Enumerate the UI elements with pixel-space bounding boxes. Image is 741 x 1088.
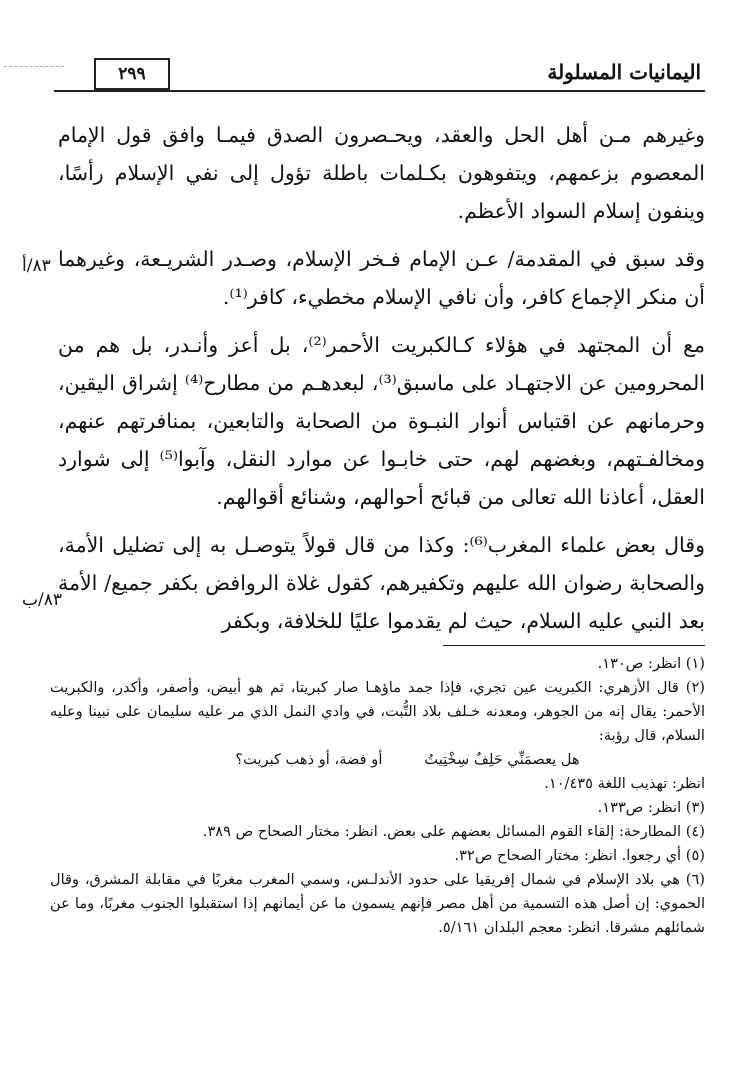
paragraph: مع أن المجتهد في هؤلاء كـالكبريت الأحمر⁽²⁾، بل أعز وأنـدر، بل هم من المحرومين عن الاجتهـاد على ماسبق⁽³⁾، لبعدهـم من مطارح⁽⁴⁾ إشراق اليقين، وحرمانهم عن اقتباس أنوار النبـوة من الصحابة والتابعين، بمنافرتهم عنهم، ومخالفـتهم، وبغضهم لهم، حتى خابـوا عن موارد النقل، وآبوا⁽⁵⁾ إلى شوارد العقل، أعاذنا الله تعالى من قبائح أحوالهم، وشنائع أقوالهم. [58, 333, 705, 509]
poetry-verse [50, 748, 705, 772]
paragraph: وقال بعض علماء المغرب⁽⁶⁾: وكذا من قال قولاً يتوصـل به إلى تضليل الأمة، والصحابة رضوان الله عليهم وتكفيرهم، كقول غلاة الروافض بكفر جميع/ الأمة بعد النبي عليه السلام، حيث لم يقدموا عليًا للخلافة، وبكفر [58, 533, 705, 633]
margin-folio-note: ٨٣/ب [22, 590, 62, 610]
page-number-box [94, 58, 170, 90]
margin-folio-note: ٨٣/أ [22, 256, 51, 276]
footnotes [50, 652, 705, 940]
scan-artifact-line [4, 66, 64, 67]
footnote: (٣) انظر: ص١٣٣. [597, 799, 705, 816]
header-rule [54, 90, 705, 92]
footnote: (٥) أي رجعوا. انظر: مختار الصحاح ص٣٢. [454, 847, 705, 864]
main-text [58, 116, 705, 640]
running-title: اليمانيات المسلولة [547, 60, 701, 84]
footnote: (١) انظر: ص١٣٠. [597, 655, 705, 672]
page-number: ٢٩٩ [118, 64, 146, 84]
footnote: (٦) هي بلاد الإسلام في شمال إفريقيا على حدود الأندلـس، وسمي المغرب مغربًا في مقابلة المشرق، وقال الحموي: إن أصل هذه التسمية من أهل مصر فإنهم يسمون ما عن أيمانهم إذا استقبلوا الجنوب مغربًا، وما عن شمائلهم مشرقا. انظر: معجم البلدان ٥/١٦١. [50, 871, 705, 936]
footnote: (٢) قال الأزهري: الكبريت عين تجري، فإذا جمد ماؤهـا صار كبريتا، ثم هو أبيض، وأصفر، وأكدر، والكبريت الأحمر: يقال إنه من الجوهر، ومعدنه خـلف بلاد التُّبت، في وادي النمل الذي مر عليه سليمان على نبينا وعليه السلام، قال رؤبة: [50, 679, 705, 744]
paragraph: وقد سبق في المقدمة/ عـن الإمام فـخر الإسلام، وصـدر الشريـعة، وغيرهما أن منكر الإجماع كافر، وأن نافي الإسلام مخطيء، كافر⁽¹⁾. [58, 247, 705, 309]
verse-second-hemistich: أو فضة، أو ذهب كبريت؟ [235, 751, 383, 768]
paragraph: وغيرهم مـن أهل الحل والعقد، ويحـصرون الصدق فيمـا وافق قول الإمام المعصوم بزعمهم، ويتفوهون بكـلمات باطلة تؤول إلى نفي الإسلام رأسًا، وينفون إسلام السواد الأعظم. [58, 123, 705, 223]
verse-first-hemistich: هل يعصمَنِّي حَلِفٌ سِخْتِيتُ [424, 751, 580, 768]
footnote-reference: انظر: تهذيب اللغة ١٠/٤٣٥. [544, 775, 705, 792]
footnote-rule [443, 645, 705, 646]
footnote: (٤) المطارحة: إلقاء القوم المسائل بعضهم على بعض. انظر: مختار الصحاح ص ٣٨٩. [202, 823, 705, 840]
